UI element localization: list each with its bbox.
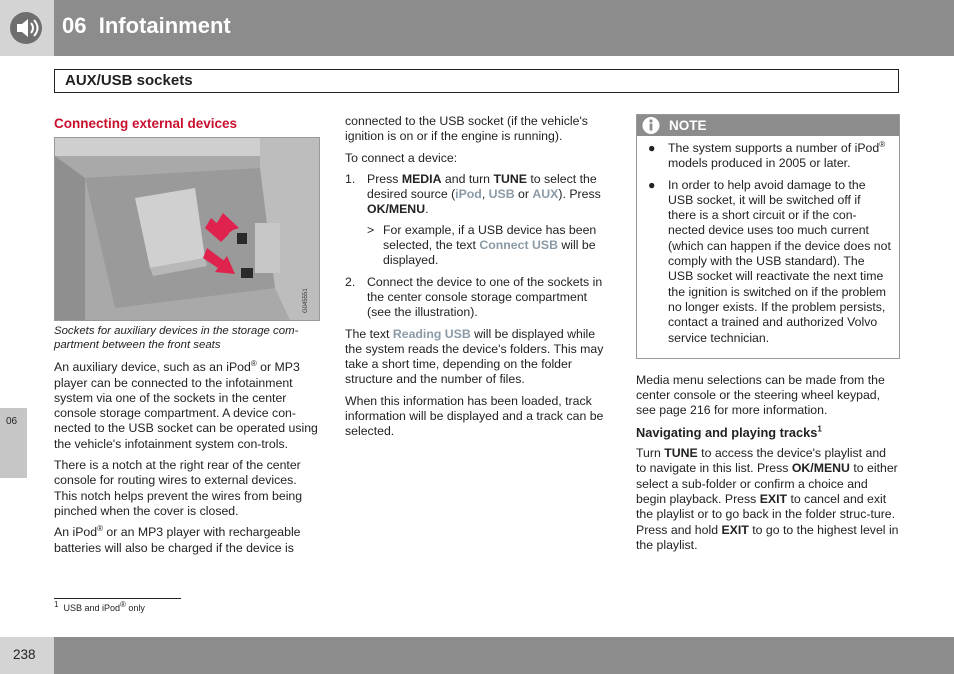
paragraph-to-connect: To connect a device:: [345, 150, 458, 165]
paragraph-charging: An iPod® or an MP3 player with rechargeable batteries will also be charged if the device is: [54, 524, 301, 555]
figure-caption: Sockets for auxiliary devices in the storage com-partment between the front seats: [54, 325, 299, 351]
paragraph-media-menu: Media menu selections can be made from the center console or the steering wheel keypad, see page 216 for more information.: [636, 372, 885, 418]
note-list: [637, 136, 899, 358]
paragraph-navigating: Turn TUNE to access the device's playlist and to navigate in this list. Press OK/MENU to either select a sub-folder or confirm a choice and begin playback. Press EXIT to cancel and exit the playlist or to go back in the folder struc-ture. Press and hold EXIT to go to the highest level in the playlist.: [636, 446, 899, 552]
page-number: 238: [13, 647, 36, 662]
storage-compartment-image: [55, 138, 319, 320]
paragraph-notch: There is a notch at the right rear of the center console for routing wires to external devices. This notch helps prevent the wires from being pinched when the cover is closed.: [54, 458, 303, 518]
left-column: [54, 116, 320, 562]
subheading-navigating: Navigating and playing tracks$^1$: [636, 424, 822, 440]
note-title: NOTE: [669, 118, 707, 133]
paragraph-track-info: When this information has been loaded, track information will be displayed and a track can be selected.: [345, 393, 604, 439]
list-item: ● In order to help avoid damage to the USB socket, it will be switched off if there is a short circuit or if the con-nected device uses too much current (which can happen if the device does not comply with the USB standard). The USB socket will reactivate the next time the ignition is switched on if the problem no longer exists. If the problem persists, contact a trained and authorized Volvo service technician.: [648, 177, 891, 345]
footnote-divider: [54, 598, 181, 599]
section-title: AUX/USB sockets: [65, 72, 193, 89]
chapter-side-tab: [0, 408, 27, 478]
list-item: 2. Connect the device to one of the sockets in the center console storage compartment (see the illustration).: [345, 274, 603, 320]
section-title-box: [54, 69, 899, 93]
chapter-title: [62, 13, 231, 39]
chapter-number: 06: [62, 13, 87, 38]
page-number-box: [0, 637, 54, 674]
list-item: ● The system supports a number of iPod® models produced in 2005 or later.: [648, 139, 886, 171]
chapter-icon-box: [0, 0, 54, 56]
speaker-icon: [8, 10, 46, 46]
note-header: [637, 115, 899, 136]
list-item: 1. Press MEDIA and turn TUNE to select the desired source (iPod, USB or AUX). Press OK/MENU. > For example, if a USB device has been selected, the text Connect USB will be displayed.: [345, 172, 609, 269]
footer-bar: [54, 637, 954, 674]
footnote: $^1$ USB and iPod® only: [54, 600, 145, 613]
figure-code: G045551: [303, 288, 309, 314]
chapter-name: Infotainment: [98, 13, 231, 38]
info-icon: [640, 116, 662, 135]
connect-steps-list: [345, 172, 609, 321]
right-column: [636, 114, 899, 559]
note-box: [636, 114, 900, 359]
paragraph-reading-usb: The text Reading USB will be displayed while the system reads the device's folders. This may take a short time, depending on the folder structure and the number of files.: [345, 326, 604, 387]
console-illustration: [54, 137, 320, 321]
step-result: > For example, if a USB device has been selected, the text Connect USB will be displayed.: [367, 222, 597, 268]
paragraph-usb-continued: connected to the USB socket (if the vehicle's ignition is on or if the engine is running).: [345, 114, 588, 144]
middle-column: [345, 114, 609, 446]
paragraph-aux-device: An auxiliary device, such as an iPod® or MP3 player can be connected to the infotainment system via one of the sockets in the center console storage compartment. A device con-nected to the USB socket can be operated using the vehicle's infotainment system con-trols.: [54, 359, 318, 451]
subsection-heading: Connecting external devices: [54, 116, 238, 131]
side-tab-label: 06: [6, 416, 18, 427]
